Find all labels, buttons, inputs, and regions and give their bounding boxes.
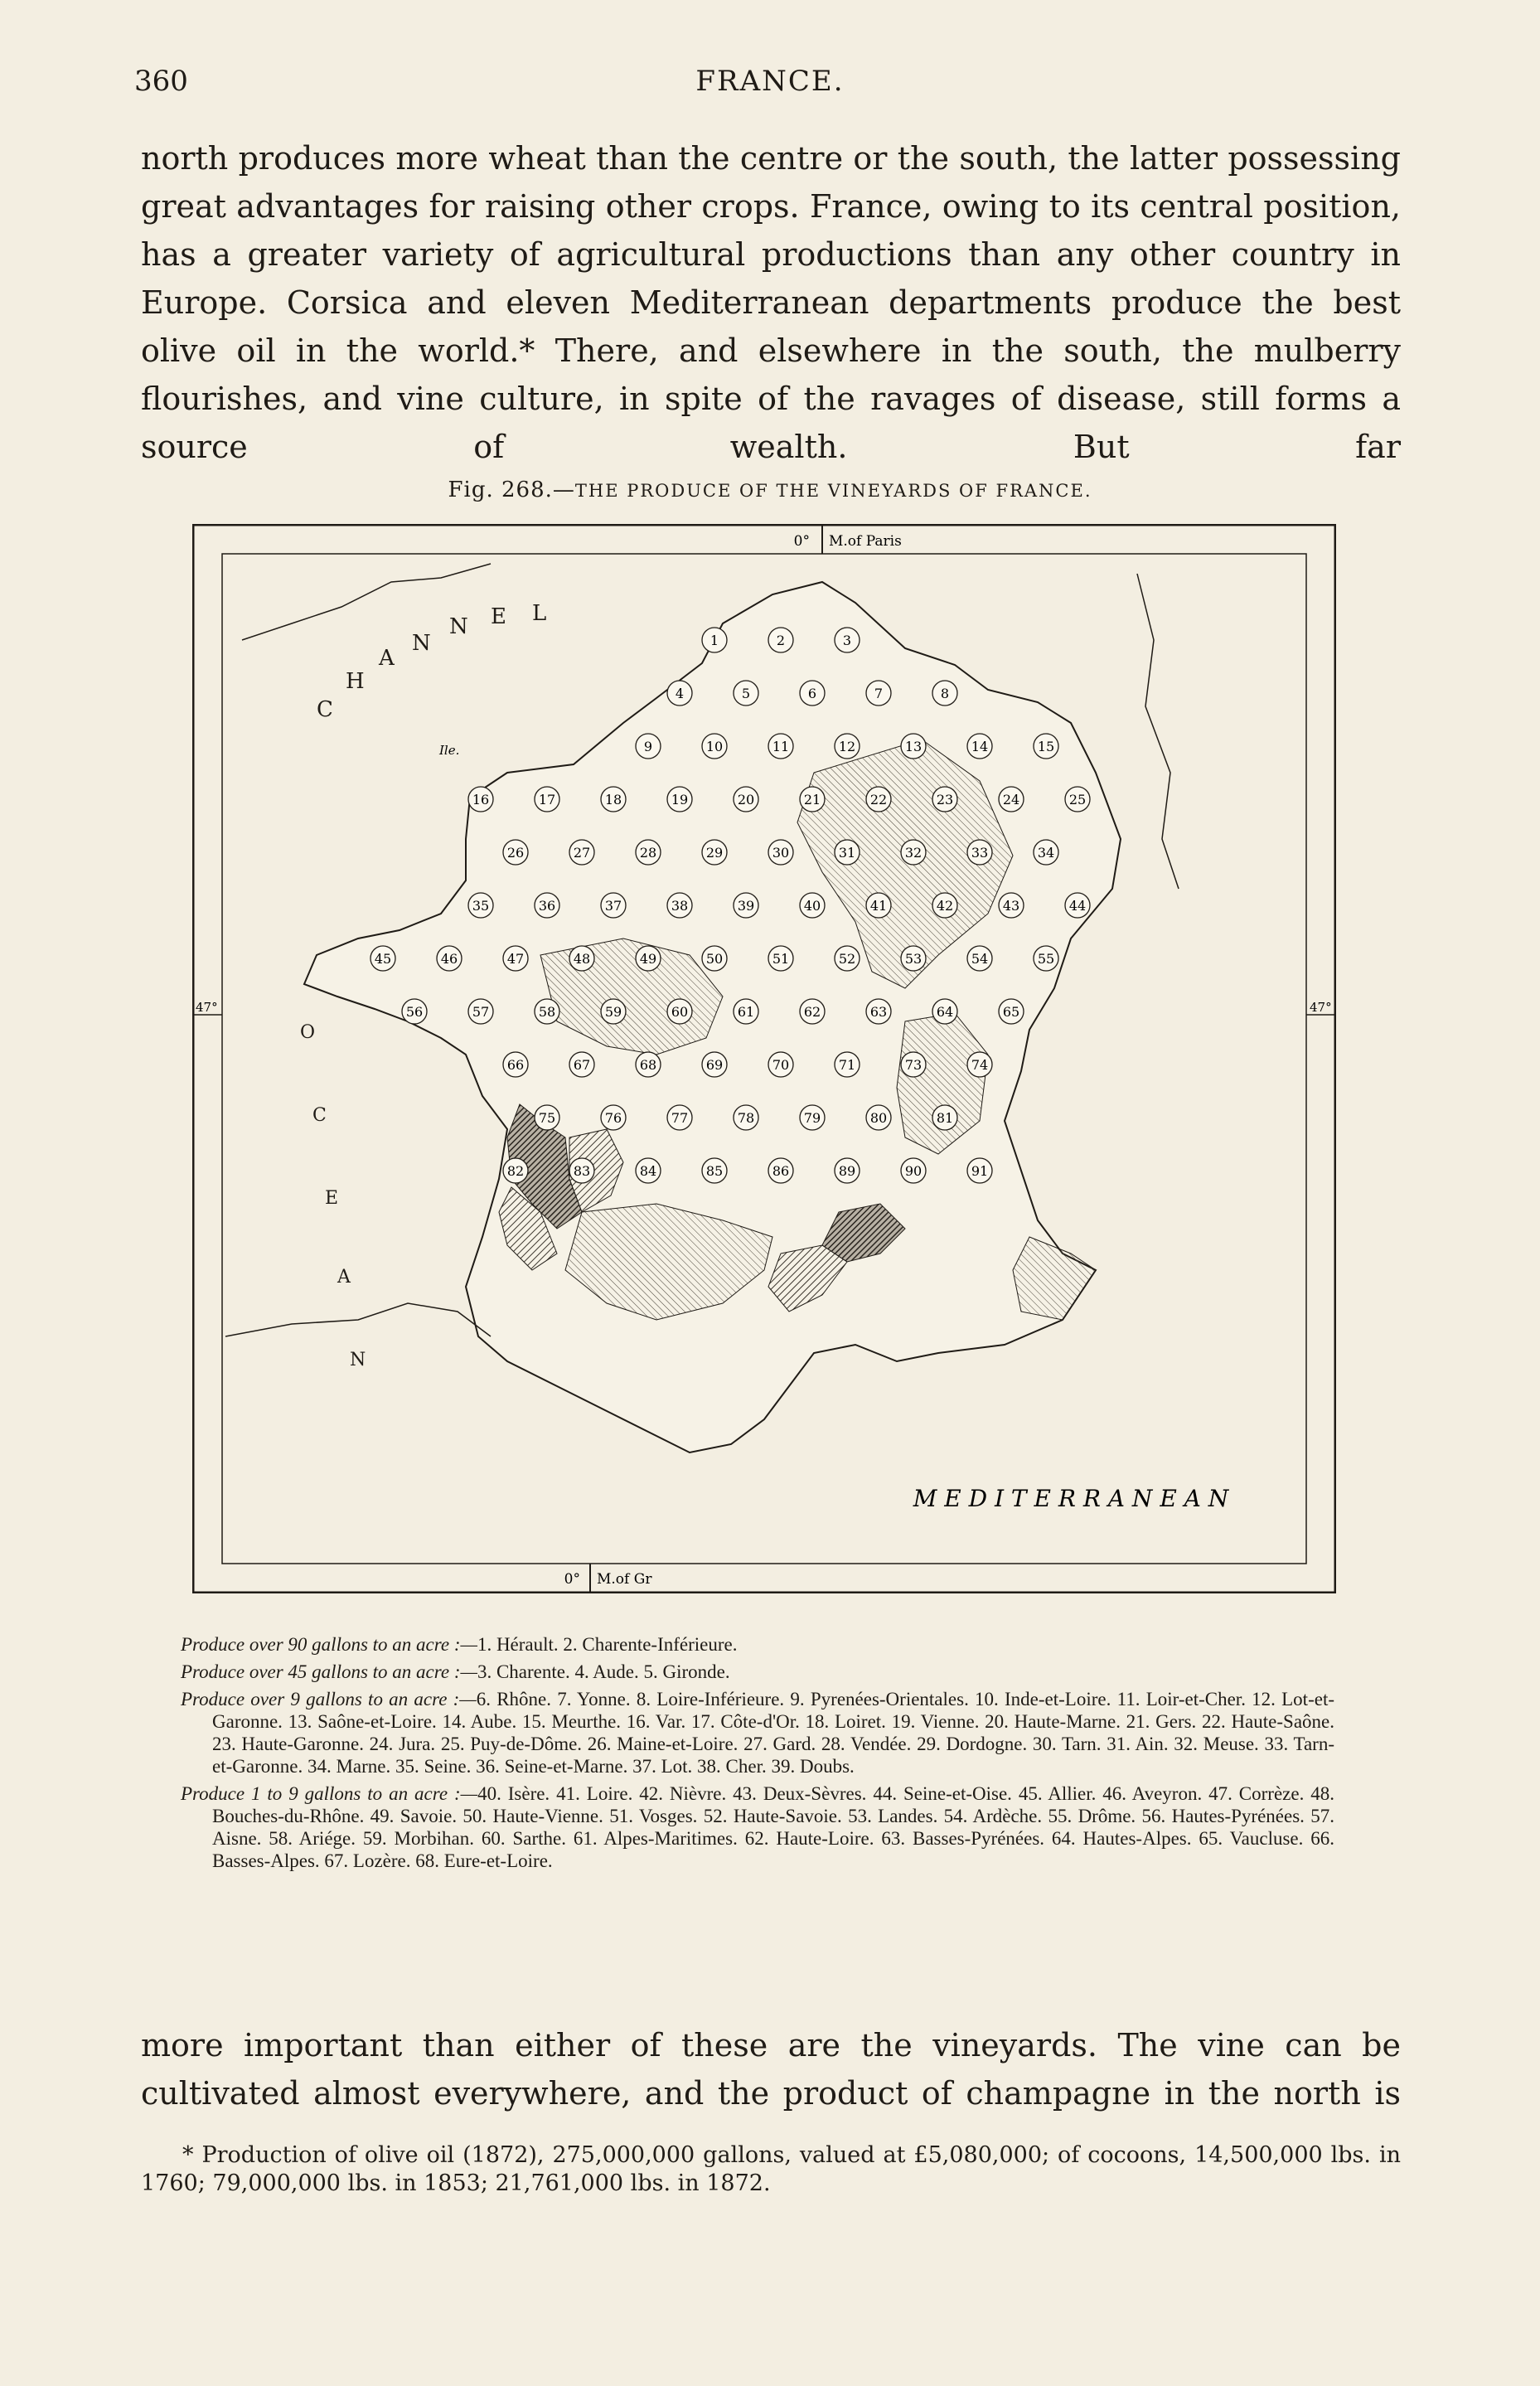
department-marker-number: 2 <box>776 633 786 648</box>
department-marker-number: 48 <box>573 951 591 967</box>
department-marker-number: 83 <box>573 1163 591 1179</box>
department-marker-number: 64 <box>936 1004 954 1020</box>
department-marker-number: 4 <box>675 686 685 701</box>
department-marker-number: 77 <box>671 1110 689 1126</box>
department-marker-number: 89 <box>838 1163 856 1179</box>
department-marker-number: 78 <box>737 1110 755 1126</box>
department-marker-number: 86 <box>772 1163 790 1179</box>
department-marker-number: 7 <box>874 686 884 701</box>
department-marker-number: 84 <box>639 1163 657 1179</box>
department-marker-number: 31 <box>838 845 856 861</box>
department-marker-number: 3 <box>842 633 852 648</box>
mediterranean-label: M E D I T E R R A N E A N <box>913 1485 1229 1512</box>
figure-caption-prefix: Fig. 268.— <box>448 478 575 502</box>
legend-category: Produce over 45 gallons to an acre :— <box>181 1661 477 1682</box>
channel-letter: C <box>317 697 333 722</box>
department-marker-number: 5 <box>741 686 751 701</box>
department-marker-number: 37 <box>604 898 622 914</box>
department-marker-number: 69 <box>705 1057 724 1073</box>
lat-label-right: 47° <box>1310 1000 1332 1015</box>
department-marker-number: 30 <box>772 845 790 861</box>
channel-letter: A <box>379 646 395 671</box>
department-marker-number: 6 <box>807 686 817 701</box>
eastern-border <box>1137 574 1179 889</box>
department-marker-number: 14 <box>971 739 989 754</box>
department-marker-number: 51 <box>772 951 790 967</box>
legend-entry-over-9 <box>181 1688 1334 1777</box>
department-marker-number: 1 <box>709 633 719 648</box>
department-marker-number: 27 <box>573 845 591 861</box>
department-marker-number: 36 <box>538 898 556 914</box>
legend-items: 3. Charente. 4. Aude. 5. Gironde. <box>477 1661 730 1682</box>
channel-letter: N <box>412 631 431 656</box>
department-marker-number: 47 <box>506 951 525 967</box>
channel-letter: E <box>491 604 506 629</box>
lat-label-left: 47° <box>196 1000 218 1015</box>
department-marker-number: 80 <box>869 1110 888 1126</box>
department-marker-number: 58 <box>538 1004 556 1020</box>
legend-items: 40. Isère. 41. Loire. 42. Nièvre. 43. Deux-Sèvres. 44. Seine-et-Oise. 45. Allier. 46. Aveyron. 47. Corrèze. 48. Bouches-du-Rhône. 49. Savoie. 50. Haute-Vienne. 51. Vosges. 52. Haute-Savoie. 53. Landes. 54. Ardèche. 55. Drôme. 56. Hautes-Pyrénées. 57. Aisne. 58. Ariége. 59. Morbihan. 60. Sarthe. 61. Alpes-Maritimes. 62. Haute-Loire. 63. Basses-Pyrénées. 64. Hautes-Alpes. 65. Vaucluse. 66. Basses-Alpes. 67. Lozère. 68. Eure-et-Loire. <box>212 1783 1335 1871</box>
department-marker-number: 54 <box>971 951 989 967</box>
legend-entry-over-45 <box>181 1661 1334 1683</box>
vineyard-map <box>192 524 1336 1593</box>
department-marker-number: 73 <box>904 1057 923 1073</box>
figure-caption-title: THE PRODUCE OF THE VINEYARDS OF FRANCE. <box>574 481 1092 501</box>
department-marker-number: 68 <box>639 1057 657 1073</box>
department-marker-number: 85 <box>705 1163 724 1179</box>
department-marker-number: 35 <box>472 898 490 914</box>
legend-entry-1-to-9 <box>181 1782 1334 1872</box>
vineyard-map-svg <box>192 524 1336 1593</box>
department-marker-number: 29 <box>705 845 724 861</box>
department-marker-number: 21 <box>803 792 821 807</box>
department-marker-number: 61 <box>737 1004 755 1020</box>
channel-letter: H <box>346 669 365 694</box>
ile-label: Ile. <box>439 743 460 758</box>
department-marker-number: 26 <box>506 845 525 861</box>
department-marker-number: 46 <box>440 951 458 967</box>
department-marker-number: 57 <box>472 1004 490 1020</box>
footnote: * Production of olive oil (1872), 275,000,000 gallons, valued at £5,080,000; of cocoons, 14,500,000 lbs. in 1760; 79,000,000 lbs. in 1853; 21,761,000 lbs. in 1872. <box>141 2142 1401 2196</box>
department-marker-number: 63 <box>869 1004 888 1020</box>
figure-legend <box>181 1633 1334 1877</box>
ocean-letter: O <box>300 1022 316 1043</box>
ocean-letter: E <box>325 1188 339 1209</box>
legend-category: Produce 1 to 9 gallons to an acre :— <box>181 1783 478 1804</box>
department-marker-number: 38 <box>671 898 689 914</box>
ocean-letter: N <box>350 1350 366 1370</box>
department-marker-number: 20 <box>737 792 755 807</box>
department-marker-number: 34 <box>1037 845 1055 861</box>
department-marker-number: 12 <box>838 739 856 754</box>
department-marker-number: 23 <box>936 792 954 807</box>
channel-letter: N <box>449 614 468 639</box>
department-marker-number: 79 <box>803 1110 821 1126</box>
department-marker-number: 28 <box>639 845 657 861</box>
meridian-top-deg: 0° <box>793 533 810 550</box>
department-marker-number: 76 <box>604 1110 622 1126</box>
department-marker-number: 13 <box>904 739 923 754</box>
channel-letter: L <box>532 601 547 626</box>
department-marker-number: 70 <box>772 1057 790 1073</box>
body-paragraph-bottom: more important than either of these are the vineyards. The vine can be cultivated almost everywhere, and the product of champagne in the north is <box>141 2027 1401 2112</box>
department-marker-number: 90 <box>904 1163 923 1179</box>
department-marker-number: 52 <box>838 951 856 967</box>
legend-category: Produce over 90 gallons to an acre :— <box>181 1634 477 1655</box>
page-number: 360 <box>134 65 188 98</box>
department-marker-number: 62 <box>803 1004 821 1020</box>
department-marker-number: 32 <box>904 845 923 861</box>
department-marker-number: 60 <box>671 1004 689 1020</box>
department-marker-number: 44 <box>1068 898 1087 914</box>
ocean-letter: C <box>312 1105 327 1126</box>
department-marker-number: 81 <box>936 1110 954 1126</box>
department-marker-number: 71 <box>838 1057 856 1073</box>
department-marker-number: 17 <box>538 792 556 807</box>
department-marker-number: 45 <box>374 951 392 967</box>
department-marker-number: 82 <box>506 1163 525 1179</box>
department-marker-number: 11 <box>772 739 790 754</box>
department-marker-number: 43 <box>1002 898 1020 914</box>
department-marker-number: 91 <box>971 1163 989 1179</box>
department-marker-number: 50 <box>705 951 724 967</box>
channel-label <box>317 601 546 722</box>
department-marker-number: 75 <box>538 1110 556 1126</box>
department-marker-number: 33 <box>971 845 989 861</box>
legend-category: Produce over 9 gallons to an acre :— <box>181 1689 477 1709</box>
department-marker-number: 24 <box>1002 792 1020 807</box>
department-marker-number: 22 <box>869 792 888 807</box>
department-marker-number: 65 <box>1002 1004 1020 1020</box>
department-marker-number: 59 <box>604 1004 622 1020</box>
department-marker-number: 25 <box>1068 792 1087 807</box>
legend-items: 6. Rhône. 7. Yonne. 8. Loire-Inférieure. 9. Pyrenées-Orientales. 10. Inde-et-Loire. 11. Loir-et-Cher. 12. Lot-et-Garonne. 13. Saône-et-Loire. 14. Aube. 15. Meurthe. 16. Var. 17. Côte-d'Or. 18. Loiret. 19. Vienne. 20. Haute-Marne. 21. Gers. 22. Haute-Saône. 23. Haute-Garonne. 24. Jura. 25. Puy-de-Dôme. 26. Maine-et-Loire. 27. Gard. 28. Vendée. 29. Dordogne. 30. Tarn. 31. Ain. 32. Meuse. 33. Tarn-et-Garonne. 34. Marne. 35. Seine. 36. Seine-et-Marne. 37. Lot. 38. Cher. 39. Doubs. <box>212 1689 1334 1777</box>
department-marker-number: 18 <box>604 792 622 807</box>
meridian-top-name: M.of Paris <box>829 533 902 550</box>
department-marker-number: 39 <box>737 898 755 914</box>
department-marker-number: 40 <box>803 898 821 914</box>
department-marker-number: 19 <box>671 792 689 807</box>
running-head: FRANCE. <box>695 65 845 98</box>
department-marker-number: 55 <box>1037 951 1055 967</box>
department-marker-number: 10 <box>705 739 724 754</box>
meridian-bottom-deg: 0° <box>564 1571 580 1588</box>
department-marker-number: 66 <box>506 1057 525 1073</box>
department-marker-number: 74 <box>971 1057 989 1073</box>
department-marker-number: 16 <box>472 792 490 807</box>
ocean-label <box>300 1022 366 1370</box>
ocean-letter: A <box>337 1267 351 1288</box>
department-marker-number: 67 <box>573 1057 591 1073</box>
department-marker-number: 49 <box>639 951 657 967</box>
legend-entry-over-90 <box>181 1633 1334 1656</box>
department-marker-number: 8 <box>940 686 950 701</box>
department-marker-number: 56 <box>405 1004 424 1020</box>
department-marker-number: 41 <box>869 898 888 914</box>
figure-caption <box>0 478 1540 502</box>
meridian-bottom-name: M.of Gr <box>597 1571 652 1588</box>
department-marker-number: 42 <box>936 898 954 914</box>
department-marker-number: 9 <box>643 739 653 754</box>
department-marker-number: 15 <box>1037 739 1055 754</box>
body-paragraph-top: north produces more wheat than the centre or the south, the latter possessing great advantages for raising other crops. France, owing to its central position, has a greater variety of agricultural productions than any other country in Europe. Corsica and eleven Mediterranean departments produce the best olive oil in the world.* There, and elsewhere in the south, the mulberry flourishes, and vine culture, in spite of the ravages of disease, still forms a source of wealth. But far <box>141 140 1401 465</box>
legend-items: 1. Hérault. 2. Charente-Inférieure. <box>477 1634 738 1655</box>
region-var-hatched <box>1013 1237 1096 1320</box>
spain-coast <box>225 1303 491 1336</box>
department-marker-number: 53 <box>904 951 923 967</box>
